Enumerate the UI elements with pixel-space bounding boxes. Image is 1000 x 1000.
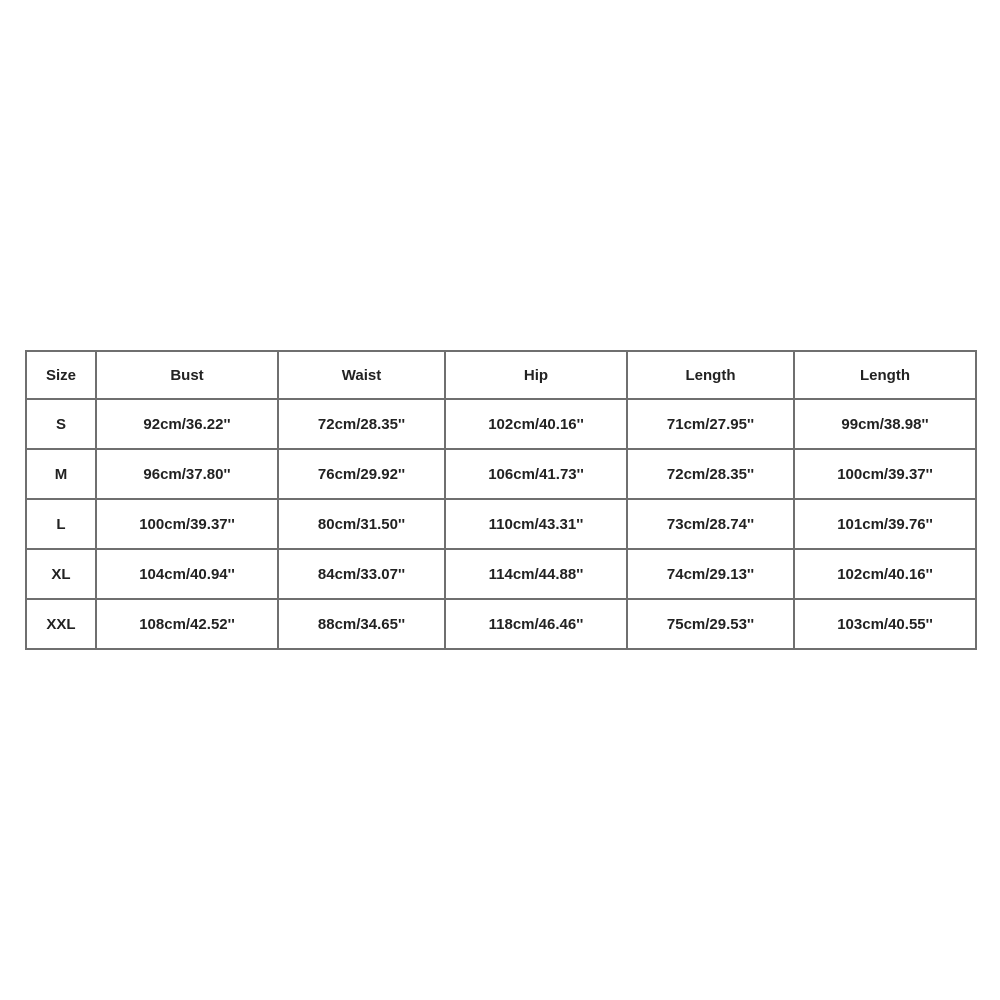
size-chart-table [25, 350, 977, 650]
cell-length: 71cm/27.95'' [627, 399, 794, 449]
header-length-2: Length [794, 351, 976, 399]
cell-length-2: 100cm/39.37'' [794, 449, 976, 499]
cell-length: 75cm/29.53'' [627, 599, 794, 649]
cell-size: M [26, 449, 96, 499]
cell-hip: 114cm/44.88'' [445, 549, 627, 599]
cell-waist: 80cm/31.50'' [278, 499, 445, 549]
cell-length-2: 102cm/40.16'' [794, 549, 976, 599]
cell-size: S [26, 399, 96, 449]
header-hip: Hip [445, 351, 627, 399]
cell-size: XXL [26, 599, 96, 649]
table-row [26, 599, 976, 649]
cell-waist: 84cm/33.07'' [278, 549, 445, 599]
cell-length: 72cm/28.35'' [627, 449, 794, 499]
cell-size: XL [26, 549, 96, 599]
cell-waist: 76cm/29.92'' [278, 449, 445, 499]
cell-waist: 88cm/34.65'' [278, 599, 445, 649]
cell-length: 74cm/29.13'' [627, 549, 794, 599]
header-waist: Waist [278, 351, 445, 399]
cell-length-2: 99cm/38.98'' [794, 399, 976, 449]
cell-bust: 104cm/40.94'' [96, 549, 278, 599]
cell-bust: 96cm/37.80'' [96, 449, 278, 499]
table-row [26, 549, 976, 599]
table-header [26, 351, 976, 399]
cell-hip: 102cm/40.16'' [445, 399, 627, 449]
cell-hip: 118cm/46.46'' [445, 599, 627, 649]
cell-bust: 100cm/39.37'' [96, 499, 278, 549]
cell-hip: 110cm/43.31'' [445, 499, 627, 549]
header-length: Length [627, 351, 794, 399]
cell-bust: 92cm/36.22'' [96, 399, 278, 449]
table-body [26, 399, 976, 649]
table-row [26, 499, 976, 549]
cell-length-2: 103cm/40.55'' [794, 599, 976, 649]
cell-waist: 72cm/28.35'' [278, 399, 445, 449]
header-size: Size [26, 351, 96, 399]
cell-length: 73cm/28.74'' [627, 499, 794, 549]
cell-hip: 106cm/41.73'' [445, 449, 627, 499]
header-row [26, 351, 976, 399]
cell-size: L [26, 499, 96, 549]
table-row [26, 399, 976, 449]
header-bust: Bust [96, 351, 278, 399]
table-row [26, 449, 976, 499]
cell-bust: 108cm/42.52'' [96, 599, 278, 649]
cell-length-2: 101cm/39.76'' [794, 499, 976, 549]
